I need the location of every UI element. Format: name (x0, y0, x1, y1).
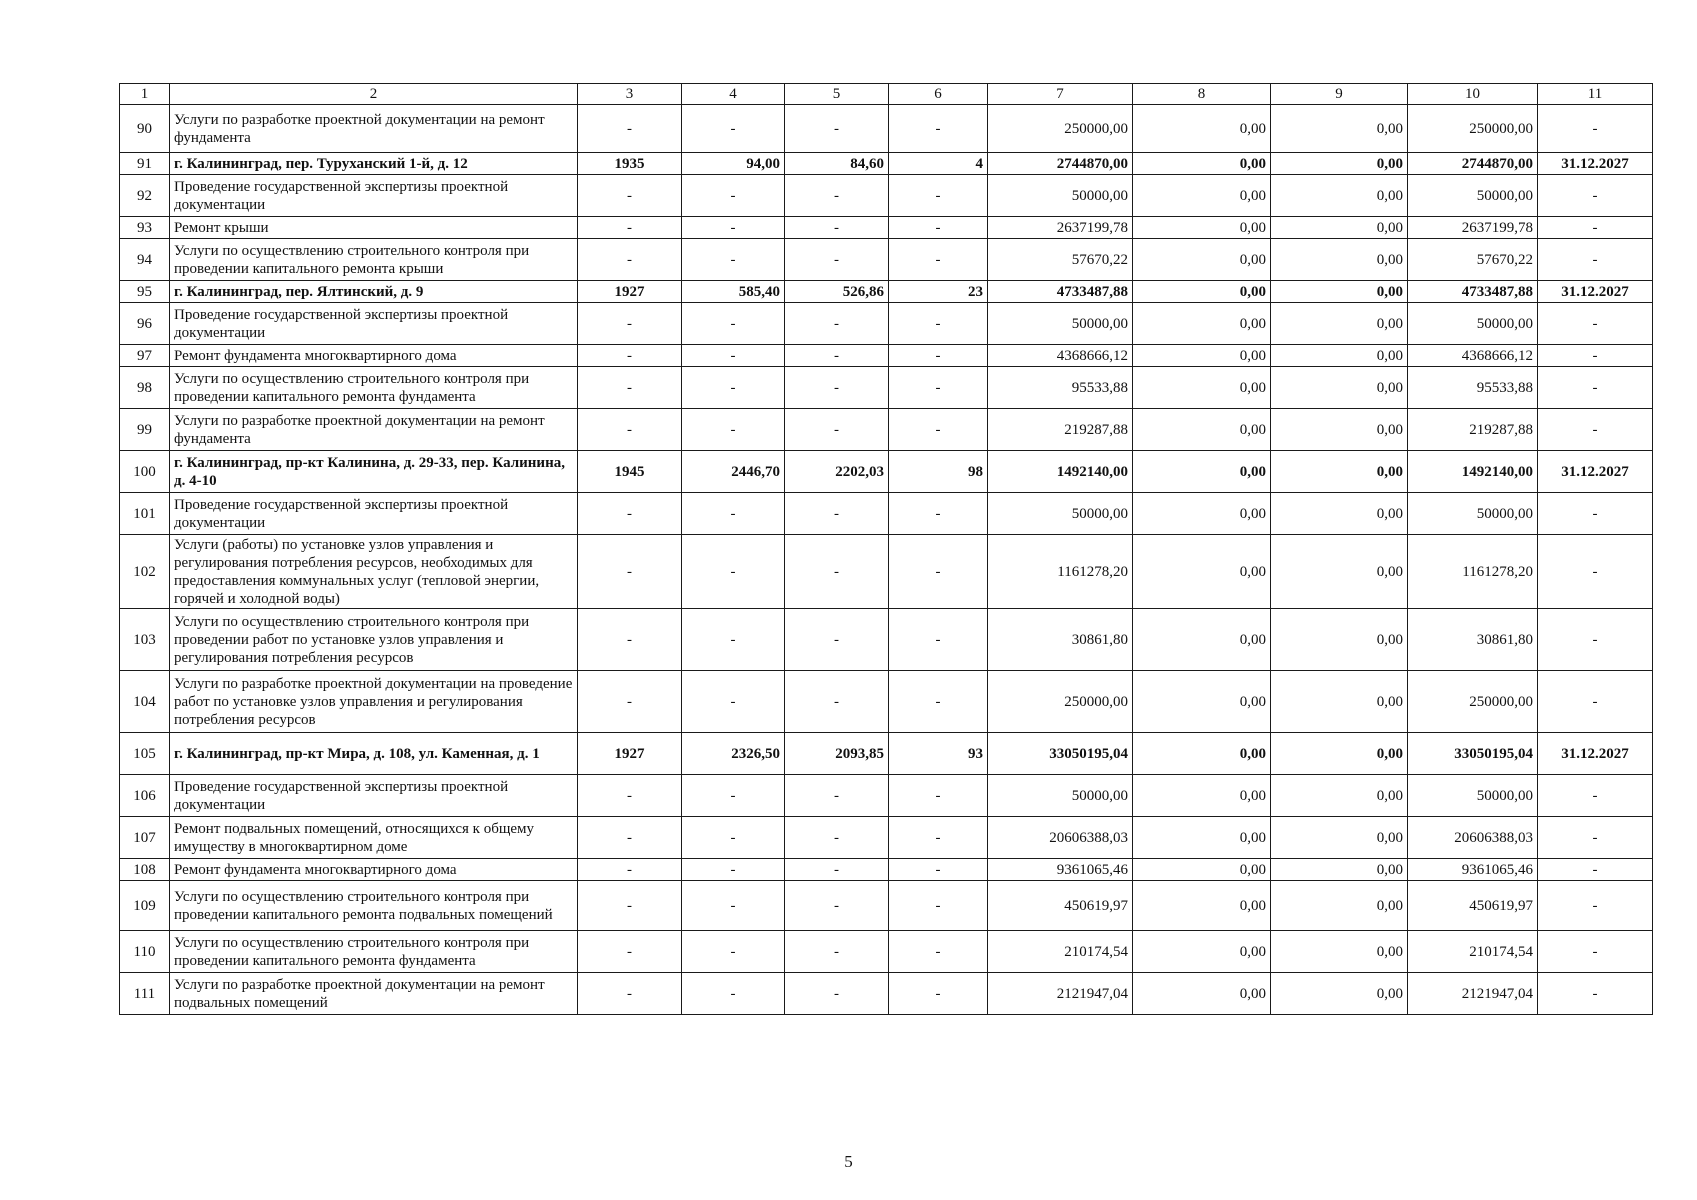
value-cell-c7: 9361065,46 (988, 859, 1133, 881)
work-row (120, 609, 1653, 671)
value-cell-c4: - (682, 303, 785, 345)
value-cell-c11: - (1538, 775, 1653, 817)
repair-register-table (119, 83, 1653, 1015)
work-row (120, 175, 1653, 217)
row-number-cell: 92 (120, 175, 170, 217)
value-cell-c6: 98 (889, 451, 988, 493)
value-cell-c5: - (785, 105, 889, 153)
value-cell-c6: - (889, 493, 988, 535)
item-name-cell: Услуги по разработке проектной документации на ремонт подвальных помещений (170, 973, 578, 1015)
value-cell-c6: - (889, 859, 988, 881)
value-cell-c3: - (578, 535, 682, 609)
value-cell-c8: 0,00 (1133, 345, 1271, 367)
value-cell-c5: - (785, 345, 889, 367)
row-number-cell: 99 (120, 409, 170, 451)
value-cell-c10: 250000,00 (1408, 105, 1538, 153)
value-cell-c3: - (578, 239, 682, 281)
row-number-cell: 110 (120, 931, 170, 973)
value-cell-c10: 219287,88 (1408, 409, 1538, 451)
header-cell: 11 (1538, 84, 1653, 105)
row-number-cell: 100 (120, 451, 170, 493)
value-cell-c8: 0,00 (1133, 303, 1271, 345)
value-cell-c9: 0,00 (1271, 345, 1408, 367)
value-cell-c4: - (682, 535, 785, 609)
value-cell-c6: - (889, 303, 988, 345)
value-cell-c6: - (889, 239, 988, 281)
value-cell-c9: 0,00 (1271, 409, 1408, 451)
row-number-cell: 98 (120, 367, 170, 409)
value-cell-c5: - (785, 881, 889, 931)
value-cell-c5: - (785, 217, 889, 239)
item-name-cell: Ремонт подвальных помещений, относящихся к общему имуществу в многоквартирном доме (170, 817, 578, 859)
value-cell-c3: - (578, 345, 682, 367)
address-row (120, 153, 1653, 175)
item-name-cell: Услуги (работы) по установке узлов управления и регулирования потребления ресурсов, необходимых для предоставления коммунальных услуг (тепловой энергии, горячей и холодной воды) (170, 535, 578, 609)
value-cell-c10: 20606388,03 (1408, 817, 1538, 859)
value-cell-c3: - (578, 881, 682, 931)
value-cell-c4: - (682, 493, 785, 535)
value-cell-c4: - (682, 609, 785, 671)
value-cell-c7: 50000,00 (988, 303, 1133, 345)
item-name-cell: Услуги по разработке проектной документации на ремонт фундамента (170, 105, 578, 153)
value-cell-c8: 0,00 (1133, 817, 1271, 859)
row-number-cell: 96 (120, 303, 170, 345)
header-cell: 5 (785, 84, 889, 105)
value-cell-c6: - (889, 973, 988, 1015)
item-name-cell: Услуги по осуществлению строительного контроля при проведении капитального ремонта фундамента (170, 931, 578, 973)
value-cell-c9: 0,00 (1271, 451, 1408, 493)
value-cell-c8: 0,00 (1133, 217, 1271, 239)
item-name-cell: Услуги по осуществлению строительного контроля при проведении капитального ремонта подвальных помещений (170, 881, 578, 931)
item-name-cell: Услуги по разработке проектной документации на ремонт фундамента (170, 409, 578, 451)
value-cell-c3: - (578, 493, 682, 535)
work-row (120, 931, 1653, 973)
row-number-cell: 109 (120, 881, 170, 931)
value-cell-c11: 31.12.2027 (1538, 281, 1653, 303)
row-number-cell: 102 (120, 535, 170, 609)
value-cell-c7: 250000,00 (988, 105, 1133, 153)
value-cell-c5: 2202,03 (785, 451, 889, 493)
header-cell: 1 (120, 84, 170, 105)
row-number-cell: 95 (120, 281, 170, 303)
value-cell-c4: - (682, 775, 785, 817)
value-cell-c8: 0,00 (1133, 973, 1271, 1015)
item-name-cell: Проведение государственной экспертизы проектной документации (170, 493, 578, 535)
value-cell-c6: 93 (889, 733, 988, 775)
header-cell: 4 (682, 84, 785, 105)
item-name-cell: г. Калининград, пер. Ялтинский, д. 9 (170, 281, 578, 303)
value-cell-c7: 20606388,03 (988, 817, 1133, 859)
value-cell-c4: - (682, 175, 785, 217)
value-cell-c6: - (889, 775, 988, 817)
value-cell-c4: 94,00 (682, 153, 785, 175)
value-cell-c10: 450619,97 (1408, 881, 1538, 931)
value-cell-c9: 0,00 (1271, 535, 1408, 609)
row-number-cell: 101 (120, 493, 170, 535)
address-row (120, 281, 1653, 303)
item-name-cell: Ремонт фундамента многоквартирного дома (170, 859, 578, 881)
header-cell: 8 (1133, 84, 1271, 105)
value-cell-c8: 0,00 (1133, 153, 1271, 175)
value-cell-c4: - (682, 973, 785, 1015)
value-cell-c11: - (1538, 409, 1653, 451)
value-cell-c10: 9361065,46 (1408, 859, 1538, 881)
value-cell-c11: - (1538, 217, 1653, 239)
value-cell-c8: 0,00 (1133, 105, 1271, 153)
value-cell-c5: 2093,85 (785, 733, 889, 775)
value-cell-c5: - (785, 239, 889, 281)
value-cell-c9: 0,00 (1271, 775, 1408, 817)
value-cell-c10: 4368666,12 (1408, 345, 1538, 367)
value-cell-c11: 31.12.2027 (1538, 733, 1653, 775)
item-name-cell: г. Калининград, пр-кт Мира, д. 108, ул. Каменная, д. 1 (170, 733, 578, 775)
value-cell-c6: - (889, 881, 988, 931)
address-row (120, 451, 1653, 493)
value-cell-c11: 31.12.2027 (1538, 451, 1653, 493)
work-row (120, 881, 1653, 931)
value-cell-c8: 0,00 (1133, 451, 1271, 493)
value-cell-c7: 57670,22 (988, 239, 1133, 281)
value-cell-c5: 84,60 (785, 153, 889, 175)
value-cell-c10: 1161278,20 (1408, 535, 1538, 609)
work-row (120, 535, 1653, 609)
value-cell-c10: 2744870,00 (1408, 153, 1538, 175)
value-cell-c9: 0,00 (1271, 217, 1408, 239)
value-cell-c4: - (682, 367, 785, 409)
work-row (120, 671, 1653, 733)
value-cell-c7: 4368666,12 (988, 345, 1133, 367)
value-cell-c8: 0,00 (1133, 733, 1271, 775)
value-cell-c11: - (1538, 105, 1653, 153)
value-cell-c9: 0,00 (1271, 239, 1408, 281)
value-cell-c8: 0,00 (1133, 535, 1271, 609)
value-cell-c7: 50000,00 (988, 493, 1133, 535)
value-cell-c5: - (785, 931, 889, 973)
value-cell-c5: - (785, 303, 889, 345)
value-cell-c10: 4733487,88 (1408, 281, 1538, 303)
value-cell-c11: - (1538, 973, 1653, 1015)
work-row (120, 817, 1653, 859)
value-cell-c4: - (682, 859, 785, 881)
table-body (120, 84, 1653, 1015)
value-cell-c9: 0,00 (1271, 105, 1408, 153)
value-cell-c7: 219287,88 (988, 409, 1133, 451)
value-cell-c3: - (578, 973, 682, 1015)
value-cell-c4: 2326,50 (682, 733, 785, 775)
value-cell-c10: 50000,00 (1408, 175, 1538, 217)
value-cell-c8: 0,00 (1133, 859, 1271, 881)
value-cell-c7: 1492140,00 (988, 451, 1133, 493)
value-cell-c3: 1935 (578, 153, 682, 175)
value-cell-c8: 0,00 (1133, 367, 1271, 409)
value-cell-c7: 250000,00 (988, 671, 1133, 733)
item-name-cell: г. Калининград, пр-кт Калинина, д. 29-33, пер. Калинина, д. 4-10 (170, 451, 578, 493)
value-cell-c9: 0,00 (1271, 493, 1408, 535)
item-name-cell: г. Калининград, пер. Туруханский 1-й, д. 12 (170, 153, 578, 175)
value-cell-c6: - (889, 217, 988, 239)
value-cell-c9: 0,00 (1271, 671, 1408, 733)
work-row (120, 367, 1653, 409)
value-cell-c6: - (889, 175, 988, 217)
value-cell-c5: - (785, 493, 889, 535)
value-cell-c7: 2744870,00 (988, 153, 1133, 175)
header-cell: 3 (578, 84, 682, 105)
value-cell-c9: 0,00 (1271, 281, 1408, 303)
row-number-cell: 93 (120, 217, 170, 239)
value-cell-c10: 210174,54 (1408, 931, 1538, 973)
item-name-cell: Услуги по осуществлению строительного контроля при проведении капитального ремонта фундамента (170, 367, 578, 409)
value-cell-c3: - (578, 817, 682, 859)
row-number-cell: 111 (120, 973, 170, 1015)
value-cell-c3: 1927 (578, 733, 682, 775)
value-cell-c10: 2637199,78 (1408, 217, 1538, 239)
work-row (120, 105, 1653, 153)
header-cell: 6 (889, 84, 988, 105)
value-cell-c7: 2121947,04 (988, 973, 1133, 1015)
value-cell-c10: 2121947,04 (1408, 973, 1538, 1015)
value-cell-c9: 0,00 (1271, 931, 1408, 973)
value-cell-c10: 57670,22 (1408, 239, 1538, 281)
value-cell-c5: 526,86 (785, 281, 889, 303)
value-cell-c6: 4 (889, 153, 988, 175)
row-number-cell: 103 (120, 609, 170, 671)
value-cell-c7: 50000,00 (988, 775, 1133, 817)
value-cell-c5: - (785, 409, 889, 451)
value-cell-c5: - (785, 817, 889, 859)
value-cell-c3: - (578, 859, 682, 881)
value-cell-c9: 0,00 (1271, 153, 1408, 175)
value-cell-c3: 1945 (578, 451, 682, 493)
work-row (120, 859, 1653, 881)
item-name-cell: Услуги по осуществлению строительного контроля при проведении работ по установке узлов управления и регулирования потребления ресурсов (170, 609, 578, 671)
value-cell-c3: - (578, 367, 682, 409)
value-cell-c7: 30861,80 (988, 609, 1133, 671)
value-cell-c6: 23 (889, 281, 988, 303)
value-cell-c11: - (1538, 931, 1653, 973)
value-cell-c8: 0,00 (1133, 671, 1271, 733)
value-cell-c6: - (889, 817, 988, 859)
value-cell-c10: 250000,00 (1408, 671, 1538, 733)
value-cell-c4: - (682, 931, 785, 973)
item-name-cell: Услуги по разработке проектной документации на проведение работ по установке узлов управления и регулирования потребления ресурсов (170, 671, 578, 733)
value-cell-c8: 0,00 (1133, 881, 1271, 931)
value-cell-c11: - (1538, 345, 1653, 367)
work-row (120, 493, 1653, 535)
row-number-cell: 97 (120, 345, 170, 367)
item-name-cell: Ремонт фундамента многоквартирного дома (170, 345, 578, 367)
value-cell-c3: - (578, 175, 682, 217)
header-cell: 7 (988, 84, 1133, 105)
value-cell-c6: - (889, 609, 988, 671)
value-cell-c11: - (1538, 671, 1653, 733)
value-cell-c4: - (682, 671, 785, 733)
row-number-cell: 106 (120, 775, 170, 817)
value-cell-c8: 0,00 (1133, 409, 1271, 451)
value-cell-c4: - (682, 817, 785, 859)
work-row (120, 775, 1653, 817)
item-name-cell: Ремонт крыши (170, 217, 578, 239)
value-cell-c4: 585,40 (682, 281, 785, 303)
value-cell-c4: - (682, 345, 785, 367)
value-cell-c6: - (889, 671, 988, 733)
value-cell-c4: - (682, 217, 785, 239)
value-cell-c10: 50000,00 (1408, 303, 1538, 345)
value-cell-c11: - (1538, 535, 1653, 609)
work-row (120, 973, 1653, 1015)
value-cell-c4: - (682, 105, 785, 153)
value-cell-c11: - (1538, 493, 1653, 535)
value-cell-c9: 0,00 (1271, 303, 1408, 345)
value-cell-c3: - (578, 409, 682, 451)
value-cell-c11: - (1538, 859, 1653, 881)
value-cell-c10: 95533,88 (1408, 367, 1538, 409)
value-cell-c8: 0,00 (1133, 493, 1271, 535)
value-cell-c11: - (1538, 367, 1653, 409)
value-cell-c5: - (785, 175, 889, 217)
value-cell-c9: 0,00 (1271, 733, 1408, 775)
value-cell-c11: - (1538, 175, 1653, 217)
value-cell-c5: - (785, 671, 889, 733)
value-cell-c6: - (889, 409, 988, 451)
value-cell-c7: 33050195,04 (988, 733, 1133, 775)
value-cell-c10: 50000,00 (1408, 775, 1538, 817)
row-number-cell: 107 (120, 817, 170, 859)
value-cell-c3: - (578, 609, 682, 671)
value-cell-c5: - (785, 973, 889, 1015)
value-cell-c7: 450619,97 (988, 881, 1133, 931)
value-cell-c11: - (1538, 239, 1653, 281)
item-name-cell: Проведение государственной экспертизы проектной документации (170, 775, 578, 817)
value-cell-c8: 0,00 (1133, 175, 1271, 217)
value-cell-c6: - (889, 345, 988, 367)
value-cell-c5: - (785, 859, 889, 881)
value-cell-c11: - (1538, 303, 1653, 345)
value-cell-c6: - (889, 931, 988, 973)
row-number-cell: 90 (120, 105, 170, 153)
column-number-header (120, 84, 1653, 105)
value-cell-c7: 1161278,20 (988, 535, 1133, 609)
value-cell-c11: - (1538, 881, 1653, 931)
value-cell-c11: - (1538, 817, 1653, 859)
page-number: 5 (844, 1152, 853, 1171)
value-cell-c5: - (785, 367, 889, 409)
value-cell-c4: 2446,70 (682, 451, 785, 493)
value-cell-c9: 0,00 (1271, 175, 1408, 217)
item-name-cell: Проведение государственной экспертизы проектной документации (170, 175, 578, 217)
work-row (120, 303, 1653, 345)
value-cell-c9: 0,00 (1271, 367, 1408, 409)
value-cell-c3: - (578, 105, 682, 153)
value-cell-c9: 0,00 (1271, 817, 1408, 859)
work-row (120, 217, 1653, 239)
value-cell-c10: 33050195,04 (1408, 733, 1538, 775)
value-cell-c11: - (1538, 609, 1653, 671)
value-cell-c8: 0,00 (1133, 775, 1271, 817)
value-cell-c7: 210174,54 (988, 931, 1133, 973)
header-cell: 2 (170, 84, 578, 105)
value-cell-c3: - (578, 931, 682, 973)
value-cell-c3: - (578, 775, 682, 817)
value-cell-c5: - (785, 535, 889, 609)
header-cell: 9 (1271, 84, 1408, 105)
address-row (120, 733, 1653, 775)
value-cell-c11: 31.12.2027 (1538, 153, 1653, 175)
value-cell-c9: 0,00 (1271, 609, 1408, 671)
value-cell-c5: - (785, 609, 889, 671)
value-cell-c3: - (578, 217, 682, 239)
value-cell-c4: - (682, 239, 785, 281)
value-cell-c6: - (889, 367, 988, 409)
work-row (120, 345, 1653, 367)
value-cell-c10: 50000,00 (1408, 493, 1538, 535)
value-cell-c10: 1492140,00 (1408, 451, 1538, 493)
value-cell-c8: 0,00 (1133, 281, 1271, 303)
value-cell-c7: 50000,00 (988, 175, 1133, 217)
value-cell-c9: 0,00 (1271, 859, 1408, 881)
row-number-cell: 108 (120, 859, 170, 881)
row-number-cell: 94 (120, 239, 170, 281)
value-cell-c9: 0,00 (1271, 973, 1408, 1015)
value-cell-c5: - (785, 775, 889, 817)
value-cell-c8: 0,00 (1133, 239, 1271, 281)
row-number-cell: 105 (120, 733, 170, 775)
value-cell-c8: 0,00 (1133, 931, 1271, 973)
value-cell-c7: 95533,88 (988, 367, 1133, 409)
value-cell-c6: - (889, 535, 988, 609)
row-number-cell: 104 (120, 671, 170, 733)
item-name-cell: Услуги по осуществлению строительного контроля при проведении капитального ремонта крыши (170, 239, 578, 281)
value-cell-c6: - (889, 105, 988, 153)
value-cell-c7: 4733487,88 (988, 281, 1133, 303)
value-cell-c9: 0,00 (1271, 881, 1408, 931)
work-row (120, 409, 1653, 451)
work-row (120, 239, 1653, 281)
value-cell-c3: - (578, 303, 682, 345)
value-cell-c10: 30861,80 (1408, 609, 1538, 671)
value-cell-c7: 2637199,78 (988, 217, 1133, 239)
value-cell-c8: 0,00 (1133, 609, 1271, 671)
value-cell-c3: 1927 (578, 281, 682, 303)
value-cell-c4: - (682, 881, 785, 931)
row-number-cell: 91 (120, 153, 170, 175)
header-cell: 10 (1408, 84, 1538, 105)
item-name-cell: Проведение государственной экспертизы проектной документации (170, 303, 578, 345)
value-cell-c3: - (578, 671, 682, 733)
value-cell-c4: - (682, 409, 785, 451)
